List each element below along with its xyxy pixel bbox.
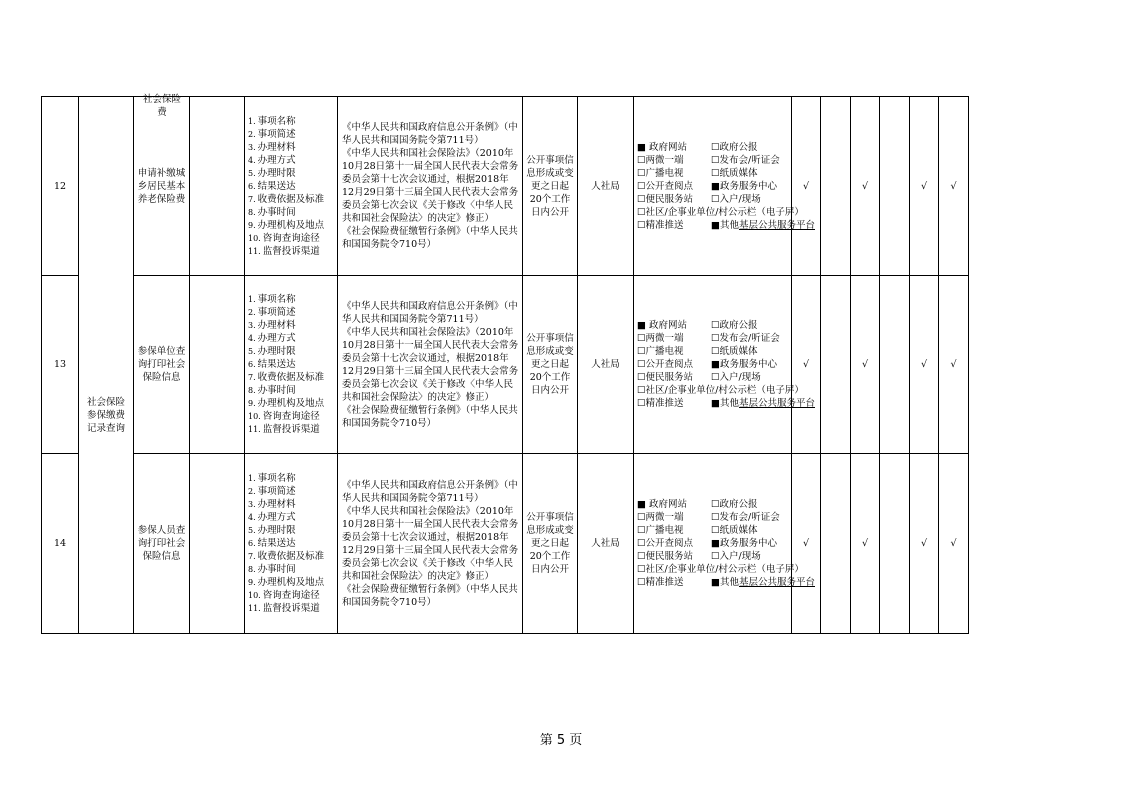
- channels-cell: [634, 97, 815, 276]
- table-row: [42, 97, 969, 276]
- check-cell: √: [910, 276, 939, 454]
- channel-option: ■其他: [711, 219, 739, 231]
- channel-option: ☐纸质媒体: [711, 346, 758, 357]
- list-text: 办理机构及地点: [257, 219, 325, 231]
- basis-line: 《中华人民共和国社会保险法》（2010年10月28日第十一届全国人民代表大会常务委员会第十七次会议通过，根据2018年12月29日第十三届全国人民代表大会常务委员会第七次会议《关于修改〈中华人民共和国社会保险法〉的决定》修正）: [342, 148, 519, 224]
- channel-option: ☐社区/企事业单位/村公示栏（电子屏）: [637, 564, 804, 575]
- list-text: 事项名称: [257, 473, 296, 484]
- channel-option: ☐公开查阅点: [637, 359, 694, 370]
- list-text: 办事时间: [257, 564, 296, 575]
- channel-line: [637, 537, 789, 550]
- list-text: 办理方式: [257, 512, 296, 523]
- list-item: [248, 397, 335, 410]
- channel-line: [637, 397, 815, 410]
- list-item: [248, 193, 335, 206]
- check-cell: √: [939, 97, 969, 276]
- list-number: 7.: [248, 373, 256, 382]
- channel-option: ☐政府公报: [711, 141, 758, 153]
- channel-line: [637, 550, 789, 563]
- check-cell: √: [792, 454, 821, 634]
- channel-line: [637, 371, 789, 384]
- list-item: [248, 180, 335, 193]
- list-text: 办理时限: [257, 167, 296, 179]
- channel-option: ☐广播电视: [637, 167, 684, 179]
- item-name: 申请补缴城乡居民基本养老保险费: [137, 167, 186, 205]
- list-text: 事项简述: [257, 128, 296, 140]
- channels-cell: [634, 276, 815, 454]
- channel-option: ☐两微一端: [637, 154, 684, 166]
- list-item: [248, 154, 335, 167]
- table-row: [42, 454, 969, 634]
- channel-option: ☐社区/企事业单位/村公示栏（电子屏）: [637, 385, 804, 396]
- content-list: [245, 454, 338, 634]
- list-text: 监督投诉渠道: [262, 245, 320, 257]
- list-number: 8.: [248, 565, 256, 574]
- channel-option: ■政务服务中心: [711, 359, 777, 370]
- channel-line: [637, 206, 804, 219]
- list-item: [248, 602, 335, 615]
- list-number: 4.: [248, 334, 256, 343]
- check-cell: √: [939, 276, 969, 454]
- list-text: 结果送达: [257, 180, 296, 192]
- list-item: [248, 128, 335, 141]
- list-number: 1.: [248, 295, 256, 304]
- list-number: 5.: [248, 526, 256, 535]
- check-cell: √: [851, 97, 880, 276]
- list-text: 办理机构及地点: [257, 398, 325, 409]
- list-number: 11.: [248, 604, 261, 613]
- basis-line: 《社会保险费征缴暂行条例》（中华人民共和国国务院令710号）: [342, 583, 518, 608]
- list-text: 结果送达: [257, 538, 296, 549]
- list-item: [248, 358, 335, 371]
- list-text: 事项名称: [257, 294, 296, 305]
- channel-option: ☐入户/现场: [711, 551, 761, 562]
- item-name: 参保人员查询打印社会保险信息: [137, 525, 186, 562]
- channel-line: [637, 154, 789, 167]
- channel-line: [637, 332, 789, 345]
- list-number: 2.: [248, 129, 256, 139]
- basis-cell: [338, 97, 523, 276]
- check-cell: √: [910, 97, 939, 276]
- channel-line: [637, 167, 789, 180]
- channel-line: [637, 563, 804, 576]
- channel-option: ☐精准推送: [637, 577, 684, 588]
- list-number: 6.: [248, 539, 256, 548]
- list-number: 4.: [248, 155, 256, 165]
- list-text: 办理时限: [257, 525, 296, 536]
- channel-other-text: 基层公共服务平台: [738, 577, 815, 588]
- list-number: 10.: [248, 233, 261, 243]
- content-list: [245, 276, 338, 454]
- channels-cell: [634, 454, 815, 634]
- list-item: [248, 472, 335, 485]
- row-number: 13: [42, 276, 79, 454]
- list-item: [248, 537, 335, 550]
- list-text: 收费依据及标准: [257, 551, 325, 562]
- channel-option: ☐便民服务站: [637, 372, 694, 383]
- channel-option: ☐两微一端: [637, 512, 684, 523]
- list-text: 结果送达: [257, 359, 296, 370]
- list-item: [248, 167, 335, 180]
- list-item: [248, 332, 335, 345]
- list-text: 事项名称: [257, 115, 296, 127]
- channel-option: ☐两微一端: [637, 333, 684, 344]
- list-item: [248, 319, 335, 332]
- channel-line: [637, 345, 789, 358]
- list-item: [248, 563, 335, 576]
- channel-option: ☐纸质媒体: [711, 525, 758, 536]
- check-cell: √: [939, 454, 969, 634]
- list-number: 11.: [248, 425, 261, 434]
- channel-option: ☐精准推送: [637, 398, 684, 409]
- basis-cell: [338, 276, 523, 454]
- list-text: 办理材料: [257, 499, 296, 510]
- channel-line: [637, 180, 789, 193]
- channel-option: ☐政府公报: [711, 499, 758, 510]
- check-cell: √: [851, 276, 880, 454]
- channel-option: ■ 政府网站: [637, 499, 687, 510]
- empty-cell: [190, 97, 245, 276]
- channel-line: [637, 319, 789, 332]
- list-text: 监督投诉渠道: [262, 603, 320, 614]
- check-cell: [880, 454, 910, 634]
- list-item: [248, 306, 335, 319]
- list-text: 办理方式: [257, 154, 296, 166]
- basis-line: 《中华人民共和国社会保险法》（2010年10月28日第十一届全国人民代表大会常务委员会第十七次会议通过，根据2018年12月29日第十三届全国人民代表大会常务委员会第七次会议《关于修改〈中华人民共和国社会保险法〉的决定》修正）: [342, 326, 519, 403]
- list-number: 3.: [248, 500, 256, 509]
- check-cell: [821, 276, 851, 454]
- channel-option: ■政务服务中心: [711, 180, 777, 192]
- subject: 人社局: [578, 97, 634, 276]
- channel-option: ☐广播电视: [637, 525, 684, 536]
- check-cell: √: [851, 454, 880, 634]
- list-number: 6.: [248, 181, 256, 191]
- subject: 人社局: [578, 276, 634, 454]
- list-text: 办事时间: [257, 385, 296, 396]
- list-item: [248, 550, 335, 563]
- channel-option: ☐精准推送: [637, 219, 684, 231]
- item-prev-overflow: 社会保险费: [142, 94, 181, 118]
- list-number: 1.: [248, 116, 256, 126]
- list-number: 7.: [248, 552, 256, 561]
- list-number: 11.: [248, 246, 261, 256]
- list-item: [248, 576, 335, 589]
- list-item: [248, 141, 335, 154]
- channel-option: ☐广播电视: [637, 346, 684, 357]
- channel-line: [637, 511, 789, 524]
- list-text: 办理方式: [257, 333, 296, 344]
- list-item: [248, 371, 335, 384]
- basis-line: 《中华人民共和国社会保险法》（2010年10月28日第十一届全国人民代表大会常务委员会第十七次会议通过，根据2018年12月29日第十三届全国人民代表大会常务委员会第七次会议《关于修改〈中华人民共和国社会保险法〉的决定》修正）: [342, 505, 519, 582]
- channel-option: ☐社区/企事业单位/村公示栏（电子屏）: [637, 206, 804, 218]
- disclosure-table: [41, 96, 969, 634]
- table-row: [42, 276, 969, 454]
- list-number: 2.: [248, 487, 256, 496]
- list-item: [248, 511, 335, 524]
- channel-option: ☐发布会/听证会: [711, 333, 780, 344]
- list-number: 7.: [248, 194, 256, 204]
- list-item: [248, 485, 335, 498]
- subject: 人社局: [578, 454, 634, 634]
- basis-line: 《社会保险费征缴暂行条例》（中华人民共和国国务院令710号）: [342, 226, 518, 250]
- list-text: 办事时间: [257, 206, 296, 218]
- channel-line: [637, 193, 789, 206]
- list-item: [248, 384, 335, 397]
- list-number: 2.: [248, 308, 256, 317]
- channel-option: ☐发布会/听证会: [711, 512, 780, 523]
- channel-line: [637, 384, 804, 397]
- list-item: [248, 245, 335, 258]
- channel-line: [637, 576, 815, 589]
- item-name-cell: [134, 94, 190, 276]
- channel-option: ☐发布会/听证会: [711, 154, 780, 166]
- list-text: 办理机构及地点: [257, 577, 325, 588]
- list-number: 8.: [248, 386, 256, 395]
- check-cell: √: [792, 276, 821, 454]
- channel-option: ☐便民服务站: [637, 551, 694, 562]
- list-item: [248, 345, 335, 358]
- channel-option: ☐公开查阅点: [637, 538, 694, 549]
- list-number: 3.: [248, 321, 256, 330]
- content-list: [245, 97, 338, 276]
- channel-line: [637, 358, 789, 371]
- list-item: [248, 115, 335, 128]
- channel-line: [637, 141, 789, 154]
- channel-other-text: 基层公共服务平台: [738, 398, 815, 409]
- group-label: 社会保险参保缴费记录查询: [86, 396, 125, 434]
- check-cell: [821, 97, 851, 276]
- channel-option: ☐纸质媒体: [711, 167, 758, 179]
- list-text: 事项简述: [257, 486, 296, 497]
- list-text: 咨询查询途径: [262, 411, 320, 422]
- list-number: 8.: [248, 207, 256, 217]
- channel-option: ■其他: [711, 398, 739, 409]
- list-number: 9.: [248, 220, 256, 230]
- list-text: 办理材料: [257, 320, 296, 331]
- time-limit: 公开事项信息形成或变更之日起20个工作日内公开: [523, 276, 578, 454]
- list-number: 1.: [248, 474, 256, 483]
- time-limit: 公开事项信息形成或变更之日起20个工作日内公开: [523, 454, 578, 634]
- channel-line: [637, 524, 789, 537]
- list-number: 10.: [248, 412, 261, 421]
- time-limit: 公开事项信息形成或变更之日起20个工作日内公开: [523, 97, 578, 276]
- list-item: [248, 589, 335, 602]
- list-number: 9.: [248, 399, 256, 408]
- channel-option: ■政务服务中心: [711, 538, 777, 549]
- page-number: 第 5 页: [539, 733, 583, 748]
- list-item: [248, 219, 335, 232]
- channel-option: ■其他: [711, 577, 739, 588]
- list-text: 咨询查询途径: [262, 232, 320, 244]
- list-text: 办理时限: [257, 346, 296, 357]
- list-number: 4.: [248, 513, 256, 522]
- item-name-cell: [134, 454, 190, 634]
- item-name-cell: [134, 276, 190, 454]
- basis-cell: [338, 454, 523, 634]
- check-cell: [821, 454, 851, 634]
- channel-other-text: 基层公共服务平台: [738, 219, 815, 231]
- check-cell: [880, 276, 910, 454]
- list-item: [248, 410, 335, 423]
- list-text: 收费依据及标准: [257, 372, 325, 383]
- channel-line: [637, 498, 789, 511]
- list-text: 办理材料: [257, 141, 296, 153]
- list-number: 5.: [248, 168, 256, 178]
- channel-option: ■ 政府网站: [637, 141, 687, 153]
- group-label-cell: [79, 97, 134, 634]
- check-cell: [880, 97, 910, 276]
- basis-line: 《中华人民共和国政府信息公开条例》（中华人民共和国国务院令第711号）: [342, 122, 518, 146]
- list-item: [248, 232, 335, 245]
- row-number: 12: [42, 97, 79, 276]
- list-number: 3.: [248, 142, 256, 152]
- list-item: [248, 524, 335, 537]
- item-name: 参保单位查询打印社会保险信息: [137, 346, 186, 383]
- channel-option: ■ 政府网站: [637, 320, 687, 331]
- list-item: [248, 206, 335, 219]
- empty-cell: [190, 454, 245, 634]
- list-text: 收费依据及标准: [257, 193, 325, 205]
- list-item: [248, 423, 335, 436]
- list-text: 监督投诉渠道: [262, 424, 320, 435]
- list-number: 6.: [248, 360, 256, 369]
- channel-option: ☐便民服务站: [637, 193, 694, 205]
- basis-line: 《中华人民共和国政府信息公开条例》（中华人民共和国国务院令第711号）: [342, 300, 518, 325]
- row-number: 14: [42, 454, 79, 634]
- basis-line: 《中华人民共和国政府信息公开条例》（中华人民共和国国务院令第711号）: [342, 479, 518, 504]
- list-text: 咨询查询途径: [262, 590, 320, 601]
- channel-line: [637, 219, 815, 232]
- list-item: [248, 498, 335, 511]
- channel-option: ☐公开查阅点: [637, 180, 694, 192]
- channel-option: ☐入户/现场: [711, 372, 761, 383]
- channel-option: ☐入户/现场: [711, 193, 761, 205]
- check-cell: √: [910, 454, 939, 634]
- list-number: 10.: [248, 591, 261, 600]
- check-cell: √: [792, 97, 821, 276]
- empty-cell: [190, 276, 245, 454]
- basis-line: 《社会保险费征缴暂行条例》（中华人民共和国国务院令710号）: [342, 404, 518, 429]
- list-text: 事项简述: [257, 307, 296, 318]
- channel-option: ☐政府公报: [711, 320, 758, 331]
- list-number: 9.: [248, 578, 256, 587]
- list-number: 5.: [248, 347, 256, 356]
- list-item: [248, 293, 335, 306]
